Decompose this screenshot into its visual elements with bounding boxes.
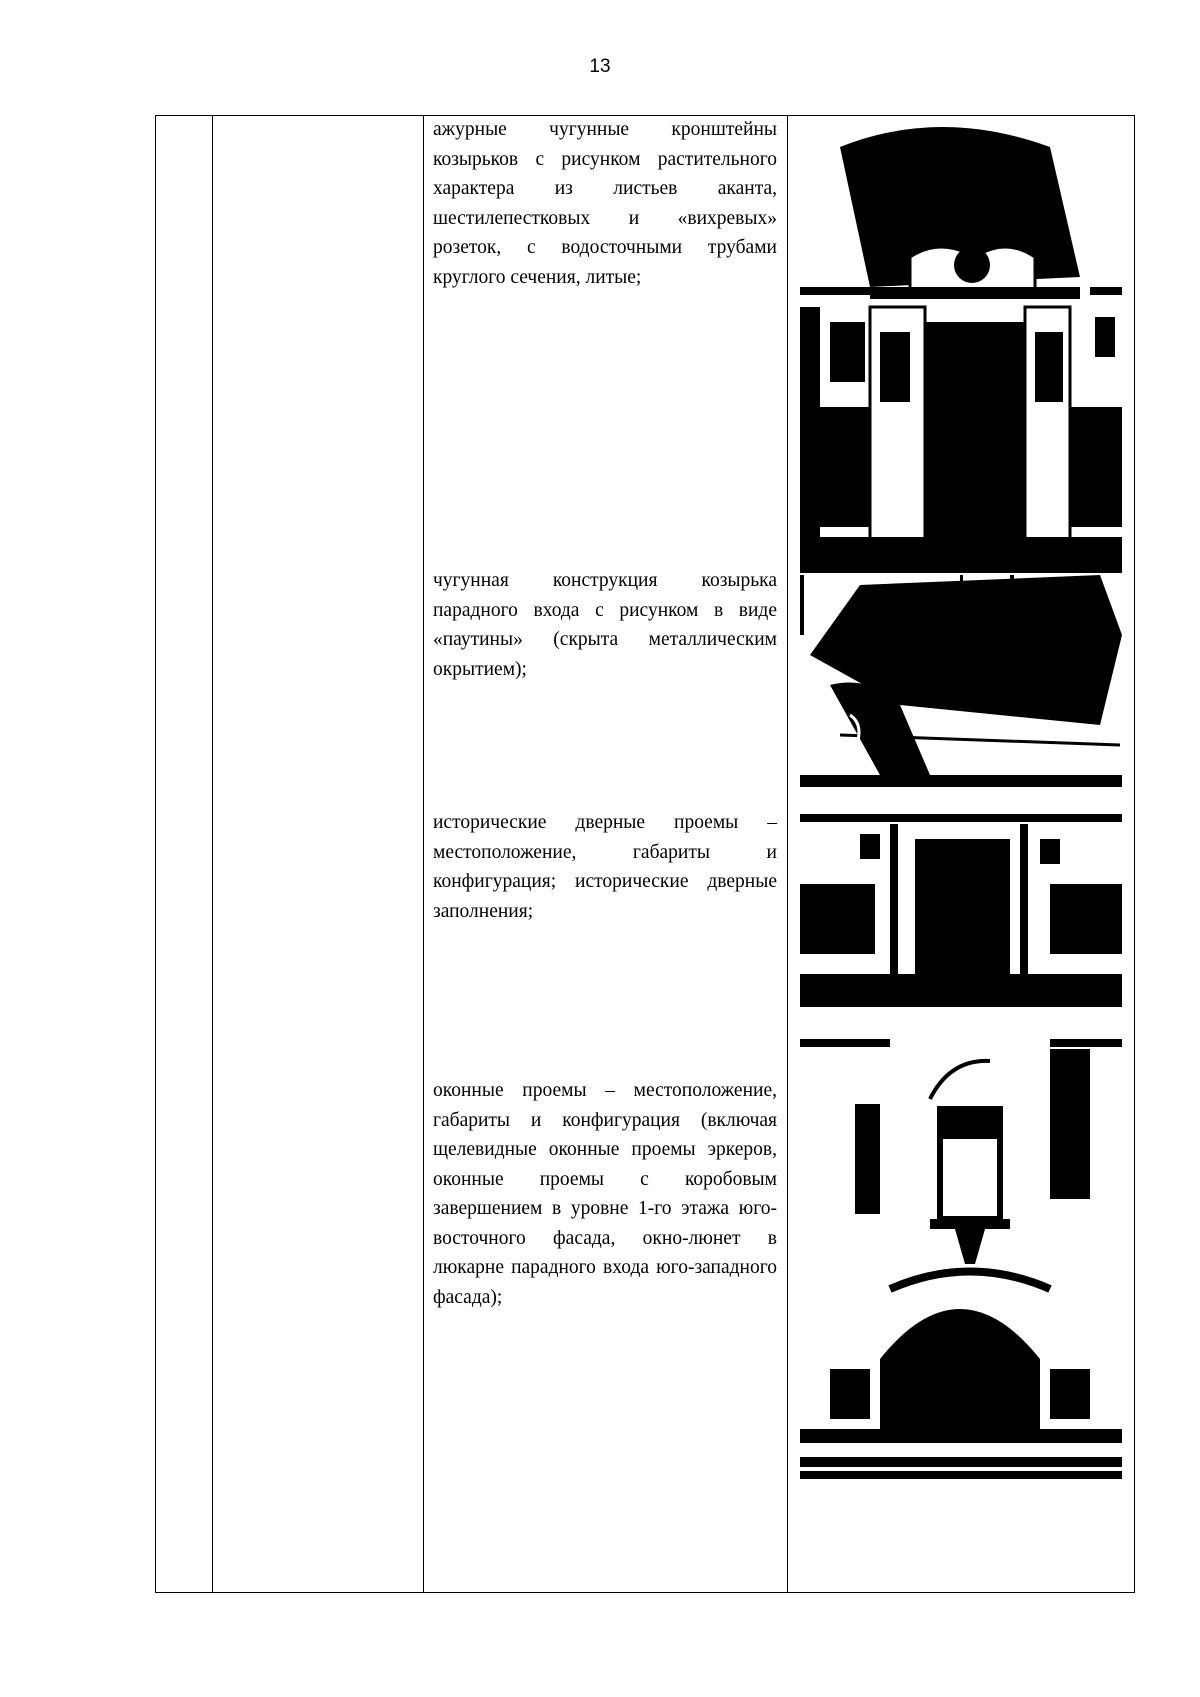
column-border-2 — [423, 115, 424, 1593]
photo-facade-windows — [800, 1039, 1122, 1479]
protection-table — [155, 115, 1135, 1593]
page-number: 13 — [589, 56, 611, 77]
column-border-3 — [787, 115, 788, 1593]
table-row-text: ажурные чугунные кронштейны козырьков с рисунком растительного характера из листьев аканта, шестилепестковых и «вихревых» розеток, с водосточными трубами круглого сечения, литые; — [433, 119, 777, 288]
photo-historic-doorway — [800, 814, 1122, 1007]
column-border-right — [1134, 115, 1135, 1593]
table-row-text: чугунная конструкция козырька парадного входа с рисунком в виде «паутины» (скрыта металлическим окрытием); — [433, 570, 777, 680]
column-border-1 — [212, 115, 213, 1593]
table-row-text: исторические дверные проемы – местоположение, габариты и конфигурация; исторические дверные заполнения; — [433, 812, 777, 922]
photo-entrance-canopy — [800, 575, 1122, 787]
photo-portal-canopy — [800, 117, 1122, 573]
column-border-left — [155, 115, 156, 1593]
table-row-text: оконные проемы – местоположение, габариты и конфигурация (включая щелевидные оконные проемы эркеров, оконные проемы с коробовым завершением в уровне 1-го этажа юго- восточного фасада, окно-люнет в люкарне парадного входа юго-западного фасада); — [433, 1080, 777, 1308]
table-bottom-border — [155, 1592, 1135, 1593]
